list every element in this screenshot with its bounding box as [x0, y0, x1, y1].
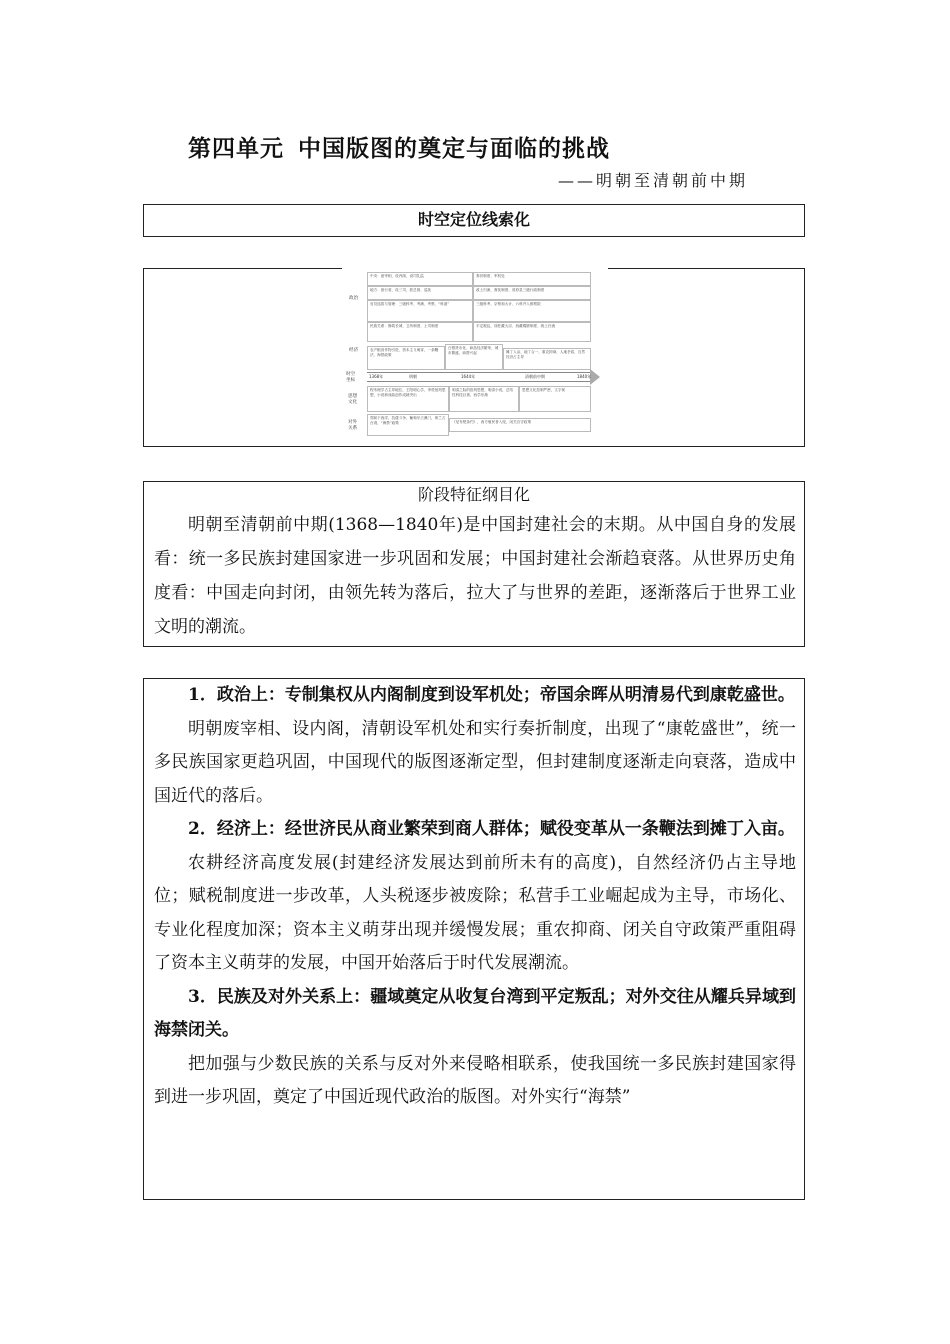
cell-foreign-qing: 《尼布楚条约》，西方殖民者入侵，闭关自守政策 — [449, 418, 591, 432]
axis-label-qing: 清朝前中期 — [525, 374, 545, 379]
row-label-culture: 思想文化 — [348, 394, 358, 405]
cell-politics-qing-4: 平定叛乱、设驻藏大臣、西藏噶厦制度、统土归流 — [473, 322, 591, 342]
timeline-chart — [343, 270, 608, 438]
cell-politics-qing-3: 三级科考、京察和大计、六科并入都察院 — [473, 300, 591, 322]
row-label-economy: 经济 — [349, 348, 359, 353]
point-ethnic-foreign-text: 把加强与少数民族的关系与反对外来侵略相联系，使我国统一多民族封建国家得到进一步巩固，奠定了中国近现代政治的版图。对外实行“海禁” — [154, 1053, 796, 1107]
cell-politics-ming-1: 中央：废宰相、设内阁、设司礼监 — [367, 272, 473, 286]
stage-features-text: 明朝至清朝前中期(1368—1840年)是中国封建社会的末期。从中国自身的发展看：统一多民族封建国家进一步巩固和发展；中国封建社会渐趋衰落。从世界历史角度看：中国走向封闭，由领先转为落后，拉大了与世界的差距，逐渐落后于世界工业文明的潮流。 — [154, 515, 796, 637]
key-points-box — [143, 678, 805, 1200]
axis-label-1840: 1840年 — [577, 374, 592, 379]
cell-economy-qing: 摊丁入亩，地丁合一，重农抑商，人地矛盾，自然经济占主导 — [503, 348, 591, 370]
point-economy-heading: 2．经济上：经世济民从商业繁荣到商人群体；赋役变革从一条鞭法到摊丁入亩。 — [188, 819, 795, 839]
cell-culture-qing: 思想文化控制严密，文字狱 — [519, 386, 591, 412]
section-heading: 时空定位线索化 — [417, 210, 530, 229]
unit-subtitle: ——明朝至清朝前中期 — [558, 171, 749, 190]
row-label-politics: 政治 — [349, 296, 359, 301]
row-label-foreign: 对外关系 — [348, 420, 358, 431]
row-label-axis: 时空坐标 — [346, 372, 356, 383]
axis-label-1368: 1368年 — [369, 374, 384, 379]
axis-label-ming: 明朝 — [409, 374, 417, 379]
point-politics-heading: 1．政治上：专制集权从内阁制度到设军机处；帝国余晖从明清易代到康乾盛世。 — [188, 685, 795, 705]
cell-politics-qing-1: 奏折制度、军机处 — [473, 272, 591, 286]
axis-label-1644: 1644年 — [461, 374, 476, 379]
unit-number: 第四单元 — [188, 135, 284, 162]
unit-title-text: 中国版图的奠定与面临的挑战 — [298, 135, 610, 162]
section-timeline-heading-box — [143, 204, 805, 237]
cell-politics-qing-2: 改土归流、督抚制度、省府县三级行政制度 — [473, 286, 591, 300]
point-ethnic-foreign-heading: 3．民族及对外关系上：疆域奠定从收复台湾到平定叛乱；对外交往从耀兵异域到海禁闭关。 — [154, 986, 796, 1040]
point-economy-text: 农耕经济高度发展(封建经济发展达到前所未有的高度)，自然经济仍占主导地位；赋税制度进一步改革，人头税逐步被废除；私营手工业崛起成为主导，市场化、专业化程度加深；资本主义萌芽出现并缓慢发展；重农抑商、闭关自守政策严重阻碍了资本主义萌芽的发展，中国开始落后于时代发展潮流。 — [154, 852, 796, 973]
cell-culture-transition: 明清之际的批判思想，明清小说，总结性科技巨著，西学东渐 — [449, 386, 519, 412]
timeline-axis-bar — [367, 372, 590, 382]
timeline-arrow-icon — [590, 369, 600, 385]
cell-economy-late-ming: 白银货币化、商品经济繁荣，城市繁盛，商帮兴起 — [445, 344, 503, 370]
cell-culture-ming: 程朱理学占主导地位，王阳明心学，李贽批判思想，小说和戏曲创作成就突出 — [367, 386, 449, 412]
stage-features-box — [143, 481, 805, 647]
cell-foreign-ming: 郑和下西洋，抗倭斗争，葡萄牙占澳门，荷兰占台湾，“海禁”政策 — [367, 414, 449, 436]
cell-politics-ming-4: 民族关系：修筑长城、卫所制度、土司制度 — [367, 322, 473, 342]
cell-politics-ming-3: 官员选拔与管理：三级科考、考满、考察、“科道” — [367, 300, 473, 322]
point-politics-text: 明朝废宰相、设内阁，清朝设军机处和实行奏折制度，出现了“康乾盛世”，统一多民族国家更趋巩固，中国现代的版图逐渐定型，但封建制度逐渐走向衰落，造成中国近代的落后。 — [154, 718, 796, 806]
cell-politics-ming-2: 地方：废行省，设三司，派总督、巡抚 — [367, 286, 473, 300]
unit-title — [188, 130, 610, 163]
section-heading: 阶段特征纲目化 — [417, 485, 530, 504]
cell-economy-ming: 农产粮食作物引进、资本主义萌芽，一条鞭法、海禁政策 — [367, 346, 445, 370]
